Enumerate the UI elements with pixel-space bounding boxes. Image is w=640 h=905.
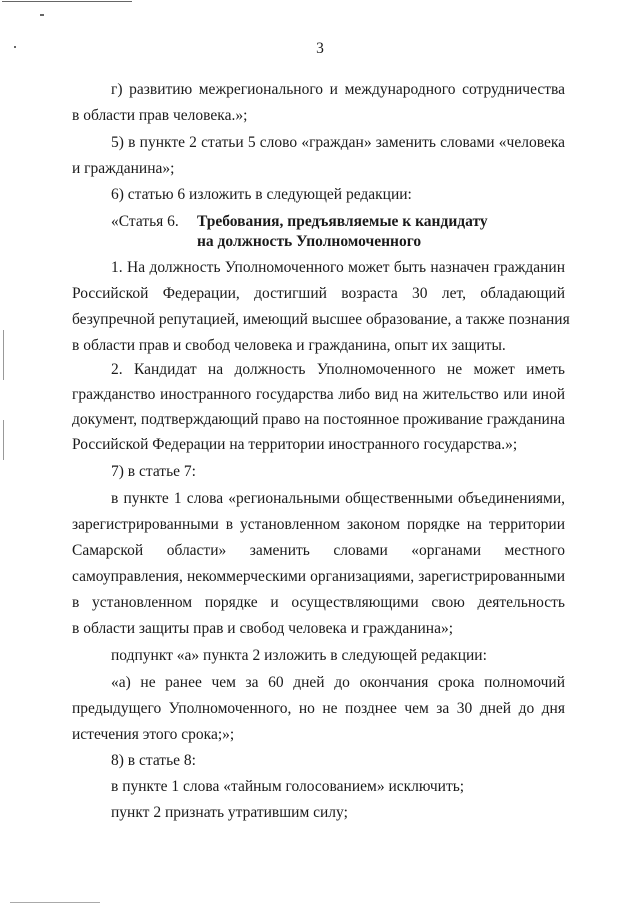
article-6-para-2-line-3: документ, подтверждающий право на постоянное проживание гражданина <box>72 411 565 428</box>
item-7-subitem-head: подпункт «а» пункта 2 изложить в следующей редакции: <box>111 647 487 664</box>
item-5-line-2: и гражданина»; <box>72 160 175 177</box>
article-6-para-1-line-1: 1. На должность Уполномоченного может быть назначен гражданин <box>111 259 565 276</box>
article-6-label: «Статья 6. <box>111 213 179 230</box>
article-6-title-line-2: на должность Уполномоченного <box>197 233 422 250</box>
item-7-para-1-line-5: в установленном порядке и осуществляющими свою деятельность <box>72 594 565 611</box>
scan-artifact-left-edge-1 <box>3 330 4 380</box>
item-7-para-1-line-2: зарегистрированными в установленном законом порядке на территории <box>72 516 565 533</box>
item-7-para-1-line-3: Самарской области» заменить словами «органами местного <box>72 542 565 559</box>
scan-artifact-left-edge-2 <box>3 420 4 460</box>
article-6-para-1-line-4: в области прав и свобод человека и гражданина, опыт их защиты. <box>72 337 506 354</box>
item-7-subitem-line-1: «а) не ранее чем за 60 дней до окончания срока полномочий <box>111 674 565 691</box>
item-7-para-1-line-6: в области защиты прав и свобод человека и гражданина»; <box>72 620 454 637</box>
article-6-para-1-line-2: Российской Федерации, достигший возраста 30 лет, обладающий <box>72 285 565 302</box>
article-6-para-2-line-1: 2. Кандидат на должность Уполномоченного не может иметь <box>111 361 565 378</box>
item-7-subitem-line-2: предыдущего Уполномоченного, но не позднее чем за 30 дней до дня <box>72 700 565 717</box>
item-8-head: 8) в статье 8: <box>111 752 196 769</box>
page-number: 3 <box>316 40 324 57</box>
item-6: 6) статью 6 изложить в следующей редакции: <box>111 186 412 203</box>
item-5-line-1: 5) в пункте 2 статьи 5 слово «граждан» заменить словами «человека <box>111 134 565 151</box>
article-6-para-1-line-3: безупречной репутацией, имеющий высшее образование, а также познания <box>72 311 570 328</box>
item-8-line-2: пункт 2 признать утратившим силу; <box>111 804 348 821</box>
item-8-line-1: в пункте 1 слова «тайным голосованием» исключить; <box>111 778 465 795</box>
scan-artifact-top-line <box>2 1 132 2</box>
item-7-head: 7) в статье 7: <box>111 463 196 480</box>
clause-g-line-2: в области прав человека.»; <box>72 107 248 124</box>
article-6-para-2-line-4: Российской Федерации на территории иностранного государства.»; <box>72 436 518 453</box>
scan-artifact-top-mark <box>40 14 44 16</box>
article-6-heading <box>111 212 488 232</box>
article-6-para-2-line-2: гражданство иностранного государства либо вид на жительство или иной <box>72 386 565 403</box>
item-7-para-1-line-1: в пункте 1 слова «региональными общественными объединениями, <box>111 490 565 507</box>
item-7-subitem-line-3: истечения этого срока;»; <box>72 726 235 743</box>
scan-artifact-bottom-line <box>10 902 100 903</box>
article-6-title-line-1: Требования, предъявляемые к кандидату <box>197 213 488 230</box>
clause-g-line-1: г) развитию межрегионального и международного сотрудничества <box>111 81 565 98</box>
item-7-para-1-line-4: самоуправления, некоммерческими организациями, зарегистрированными <box>72 568 565 585</box>
